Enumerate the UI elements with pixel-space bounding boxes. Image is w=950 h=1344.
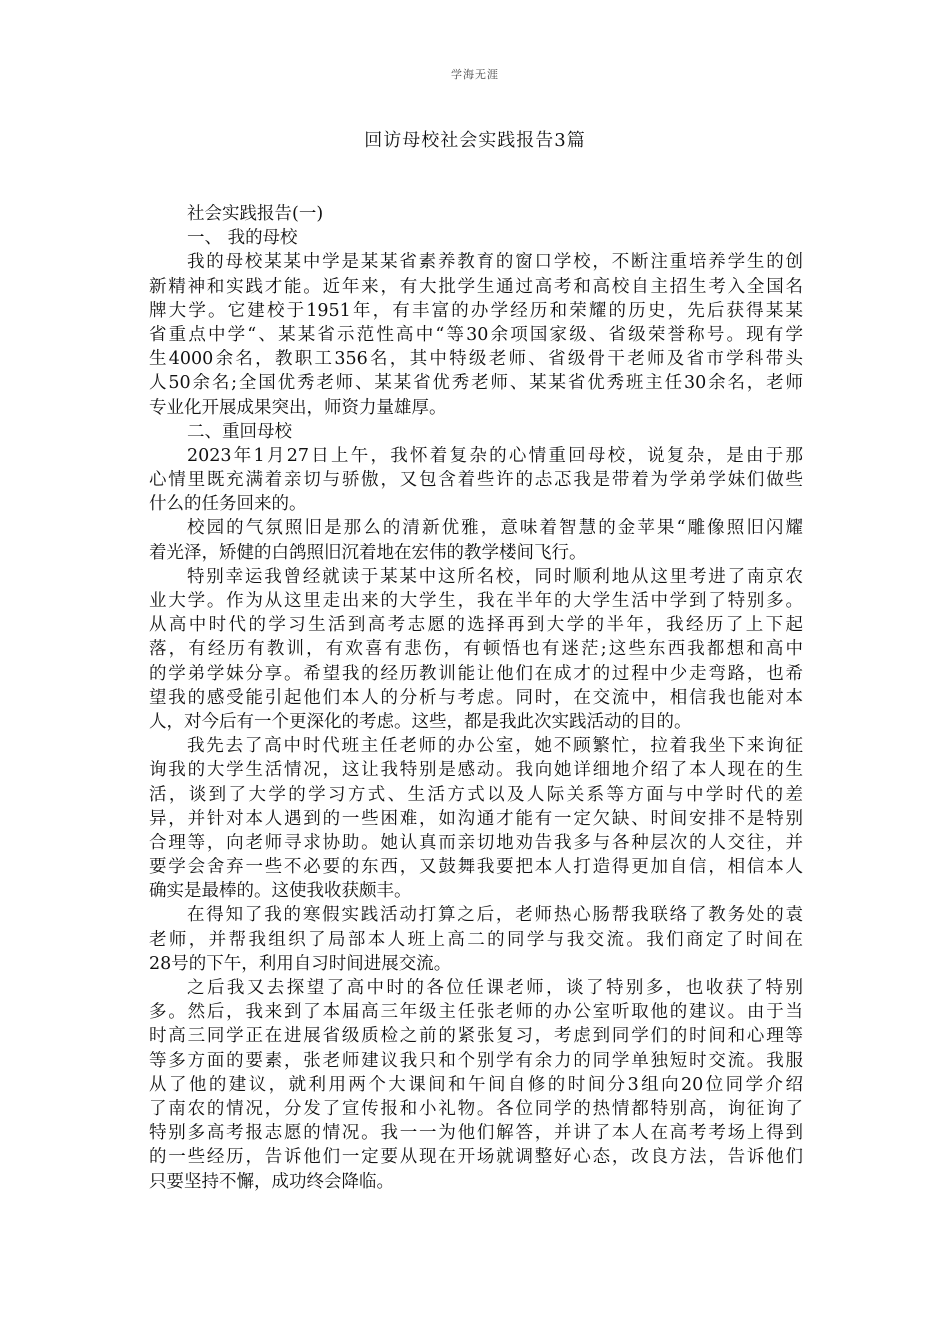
paragraph-line: 等多方面的要素，张老师建议我只和个别学有余力的同学单独短时交流。我服: [149, 1050, 803, 1071]
header-note: 学海无涯: [451, 68, 499, 81]
paragraph-line: 着光泽，矫健的白鸽照旧沉着地在宏伟的教学楼间飞行。: [149, 542, 587, 563]
paragraph-line: 多。然后，我来到了本届高三年级主任张老师的办公室听取他的建议。由于当: [149, 1002, 803, 1023]
paragraph-line: 时高三同学正在进展省级质检之前的紧张复习，考虑到同学们的时间和心理等: [149, 1026, 803, 1047]
paragraph-line: 从高中时代的学习生活到高考志愿的选择再到大学的半年，我经历了上下起: [149, 615, 803, 636]
section-heading: 二、重回母校: [187, 421, 292, 442]
paragraph-line: 只要坚持不懈，成功终会降临。: [149, 1171, 394, 1192]
paragraph-line: 询我的大学生活情况，这让我特别是感动。我向她详细地介绍了本人现在的生: [149, 760, 803, 781]
paragraph-line: 28号的下午，利用自习时间进展交流。: [149, 953, 452, 974]
paragraph-line: 我的母校某某中学是某某省素养教育的窗口学校，不断注重培养学生的创: [187, 252, 803, 273]
paragraph-line: 在得知了我的寒假实践活动打算之后，老师热心肠帮我联络了教务处的袁: [187, 905, 803, 926]
paragraph-line: 人50余名;全国优秀老师、某某省优秀老师、某某省优秀班主任30余名，老师: [149, 373, 803, 394]
paragraph-line: 之后我又去探望了高中时的各位任课老师，谈了特别多，也收获了特别: [187, 978, 803, 998]
paragraph-line: 业大学。作为从这里走出来的大学生，我在半年的大学生活中学到了特别多。: [149, 591, 803, 611]
section-heading: 社会实践报告(一): [187, 204, 324, 224]
paragraph-line: 的一些经历，告诉他们一定要从现在开场就调整好心态，改良方法，告诉他们: [149, 1147, 803, 1168]
paragraph-line: 合理等，向老师寻求协助。她认真而亲切地劝告我多与各种层次的人交往，并: [149, 832, 803, 853]
document-title: 回访母校社会实践报告3篇: [364, 130, 586, 151]
paragraph-line: 活，谈到了大学的学习方式、生活方式以及人际关系等方面与中学时代的差: [149, 784, 803, 805]
section-heading: 一、 我的母校: [187, 228, 298, 249]
paragraph-line: 确实是最棒的。这使我收获颇丰。: [149, 881, 412, 902]
paragraph-line: 什么的任务回来的。: [149, 494, 307, 515]
paragraph-line: 特别多高考报志愿的情况。我一一为他们解答，并讲了本人在高考考场上得到: [149, 1123, 803, 1144]
paragraph-line: 2023年1月27日上午，我怀着复杂的心情重回母校，说复杂，是由于那: [187, 445, 803, 466]
paragraph-line: 从了他的建议，就利用两个大课间和午间自修的时间分3组向20位同学介绍: [149, 1074, 803, 1095]
paragraph-line: 落，有经历有教训，有欢喜有悲伤，有顿悟也有迷茫;这些东西我都想和高中: [149, 639, 803, 660]
paragraph-line: 老师，并帮我组织了局部本人班上高二的同学与我交流。我们商定了时间在: [149, 929, 803, 950]
paragraph-line: 省重点中学“、某某省示范性高中“等30余项国家级、省级荣誉称号。现有学: [149, 324, 803, 345]
paragraph-line: 我先去了高中时代班主任老师的办公室，她不顾繁忙，拉着我坐下来询征: [187, 736, 803, 757]
paragraph-line: 人，对今后有一个更深化的考虑。这些，都是我此次实践活动的目的。: [149, 711, 692, 732]
paragraph-line: 专业化开展成果突出，师资力量雄厚。: [149, 397, 447, 418]
paragraph-line: 特别幸运我曾经就读于某某中这所名校，同时顺利地从这里考进了南京农: [187, 566, 803, 587]
paragraph-line: 望我的感受能引起他们本人的分析与考虑。同时，在交流中，相信我也能对本: [149, 687, 803, 708]
paragraph-line: 校园的气氛照旧是那么的清新优雅，意味着智慧的金苹果“雕像照旧闪耀: [187, 518, 803, 539]
paragraph-line: 要学会舍弃一些不必要的东西，又鼓舞我要把本人打造得更加自信，相信本人: [149, 857, 803, 878]
paragraph-line: 异，并针对本人遇到的一些困难，如沟通才能有一定欠缺、时间安排不是特别: [149, 808, 803, 829]
paragraph-line: 生4000余名，教职工356名，其中特级老师、省级骨干老师及省市学科带头: [149, 349, 803, 370]
paragraph-line: 的学弟学妹分享。希望我的经历教训能让他们在成才的过程中少走弯路，也希: [149, 663, 803, 684]
paragraph-line: 心情里既充满着亲切与骄傲，又包含着些许的忐忑我是带着为学弟学妹们做些: [149, 470, 803, 491]
paragraph-line: 了南农的情况，分发了宣传报和小礼物。各位同学的热情都特别高，询征询了: [149, 1098, 803, 1119]
paragraph-line: 牌大学。它建校于1951年，有丰富的办学经历和荣耀的历史，先后获得某某: [149, 300, 803, 321]
document-body: [149, 202, 803, 1194]
paragraph-line: 新精神和实践才能。近年来，有大批学生通过高考和高校自主招生考入全国名: [149, 276, 803, 297]
